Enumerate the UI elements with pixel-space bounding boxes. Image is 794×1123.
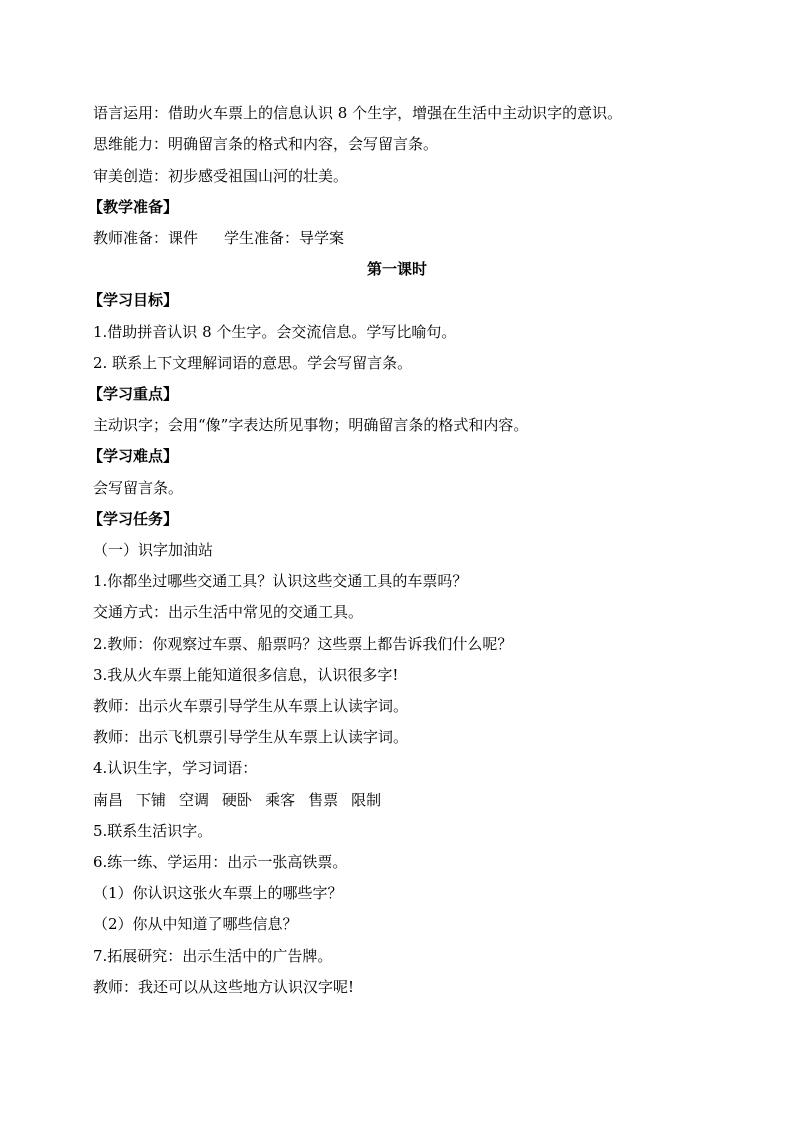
goal-item-2: 2. 联系上下文理解词语的意思。学会写留言条。 — [93, 354, 413, 372]
task-line: 3.我从火车票上能知道很多信息，认识很多字! — [93, 666, 399, 684]
task-line: （1）你认识这张火车票上的哪些字？ — [93, 884, 343, 902]
task-line: 5.联系生活识字。 — [93, 822, 213, 840]
task-line: 2.教师：你观察过车票、船票吗？这些票上都告诉我们什么呢？ — [93, 635, 513, 653]
objective-aesthetic: 审美创造：初步感受祖国山河的壮美。 — [93, 167, 349, 185]
task-line: 4.认识生字，学习词语： — [93, 759, 258, 777]
task-line: 7.拓展研究：出示生活中的广告牌。 — [93, 947, 333, 965]
prep-heading: 【教学准备】 — [88, 198, 179, 216]
tasks-section-title: （一）识字加油站 — [93, 541, 214, 559]
task-line: （2）你从中知道了哪些信息？ — [93, 915, 298, 933]
vocab-word: 空调 — [179, 791, 210, 809]
prep-teacher: 教师准备：课件 — [93, 229, 199, 247]
vocab-word: 乘客 — [265, 791, 296, 809]
task-line: 1.你都坐过哪些交通工具？认识这些交通工具的车票吗？ — [93, 572, 468, 590]
task-line: 6.练一练、学运用：出示一张高铁票。 — [93, 853, 348, 871]
task-line: 教师：出示飞机票引导学生从车票上认读字词。 — [93, 728, 409, 746]
vocab-word: 下铺 — [136, 791, 167, 809]
vocab-word: 售票 — [308, 791, 339, 809]
prep-line — [93, 226, 344, 250]
vocab-word: 硬卧 — [222, 791, 253, 809]
difficulties-heading: 【学习难点】 — [88, 447, 179, 465]
task-line: 教师：出示火车票引导学生从车票上认读字词。 — [93, 697, 409, 715]
vocab-word: 限制 — [351, 791, 382, 809]
key-points-heading: 【学习重点】 — [88, 385, 179, 403]
vocab-word: 南昌 — [93, 791, 124, 809]
goals-heading: 【学习目标】 — [88, 291, 179, 309]
vocabulary-words — [93, 788, 394, 812]
task-line: 交通方式：出示生活中常见的交通工具。 — [93, 603, 364, 621]
objective-language: 语言运用：借助火车票上的信息认识 8 个生字，增强在生活中主动识字的意识。 — [93, 104, 623, 122]
objective-thinking: 思维能力：明确留言条的格式和内容，会写留言条。 — [93, 135, 439, 153]
key-points-text: 主动识字；会用“像”字表达所见事物；明确留言条的格式和内容。 — [93, 416, 529, 434]
lesson-title: 第一课时 — [366, 260, 427, 278]
difficulties-text: 会写留言条。 — [93, 479, 184, 497]
prep-student: 学生准备：导学案 — [224, 229, 345, 247]
goal-item-1: 1.借助拼音认识 8 个生字。会交流信息。学写比喻句。 — [93, 323, 457, 341]
tasks-heading: 【学习任务】 — [88, 510, 179, 528]
task-line: 教师：我还可以从这些地方认识汉字呢! — [93, 978, 355, 996]
